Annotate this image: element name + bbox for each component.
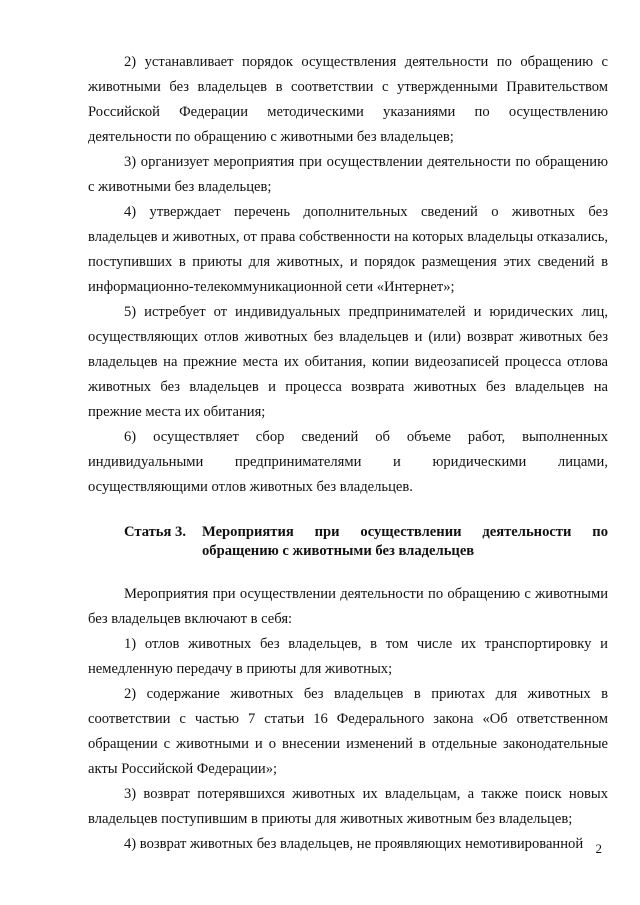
measure-item-3: 3) возврат потерявшихся животных их владельцам, а также поиск новых владельцев поступившим в приюты для животных животным без владельцев; (88, 786, 608, 827)
measure-item-1: 1) отлов животных без владельцев, в том числе их транспортировку и немедленную передачу в приюты для животных; (88, 636, 608, 677)
paragraph-item-5: 5) истребует от индивидуальных предпринимателей и юридических лиц, осуществляющих отлов животных без владельцев и (или) возврат животных без владельцев на прежние места их обитания, копии видеозаписей процесса отлова животных без владельцев и процесса возврата животных без владельцев на прежние места их обитания; (88, 304, 608, 420)
text-column (88, 50, 608, 857)
measure-item-2: 2) содержание животных без владельцев в приютах для животных в соответствии с частью 7 статьи 16 Федерального закона «Об ответственном обращении с животными и о внесении изменений в отдельные законодательные акты Российской Федерации»; (88, 686, 608, 777)
paragraph-item-3: 3) организует мероприятия при осуществлении деятельности по обращению с животными без владельцев; (88, 154, 608, 195)
paragraph-item-4: 4) утверждает перечень дополнительных сведений о животных без владельцев и животных, от права собственности на которых владельцы отказались, поступивших в приюты для животных, и порядок размещения этих сведений в информационно-телекоммуникационной сети «Интернет»; (88, 204, 608, 295)
article-number: Статья 3. (124, 524, 186, 540)
paragraph-item-6: 6) осуществляет сбор сведений об объеме работ, выполненных индивидуальными предпринимателями и юридическими лицами, осуществляющими отлов животных без владельцев. (88, 429, 608, 495)
paragraph-item-2: 2) устанавливает порядок осуществления деятельности по обращению с животными без владельцев в соответствии с утвержденными Правительством Российской Федерации методическими указаниями по осуществлению деятельности по обращению с животными без владельцев; (88, 54, 608, 145)
measure-item-4: 4) возврат животных без владельцев, не проявляющих немотивированной (124, 836, 584, 852)
article-title: Мероприятия при осуществлении деятельности по обращению с животными без владельцев (202, 524, 608, 559)
spacer (88, 500, 608, 519)
spacer (88, 561, 608, 582)
article-heading (124, 523, 608, 561)
page-number: 2 (595, 841, 602, 856)
article-intro-paragraph: Мероприятия при осуществлении деятельности по обращению с животными без владельцев включают в себя: (88, 586, 608, 627)
